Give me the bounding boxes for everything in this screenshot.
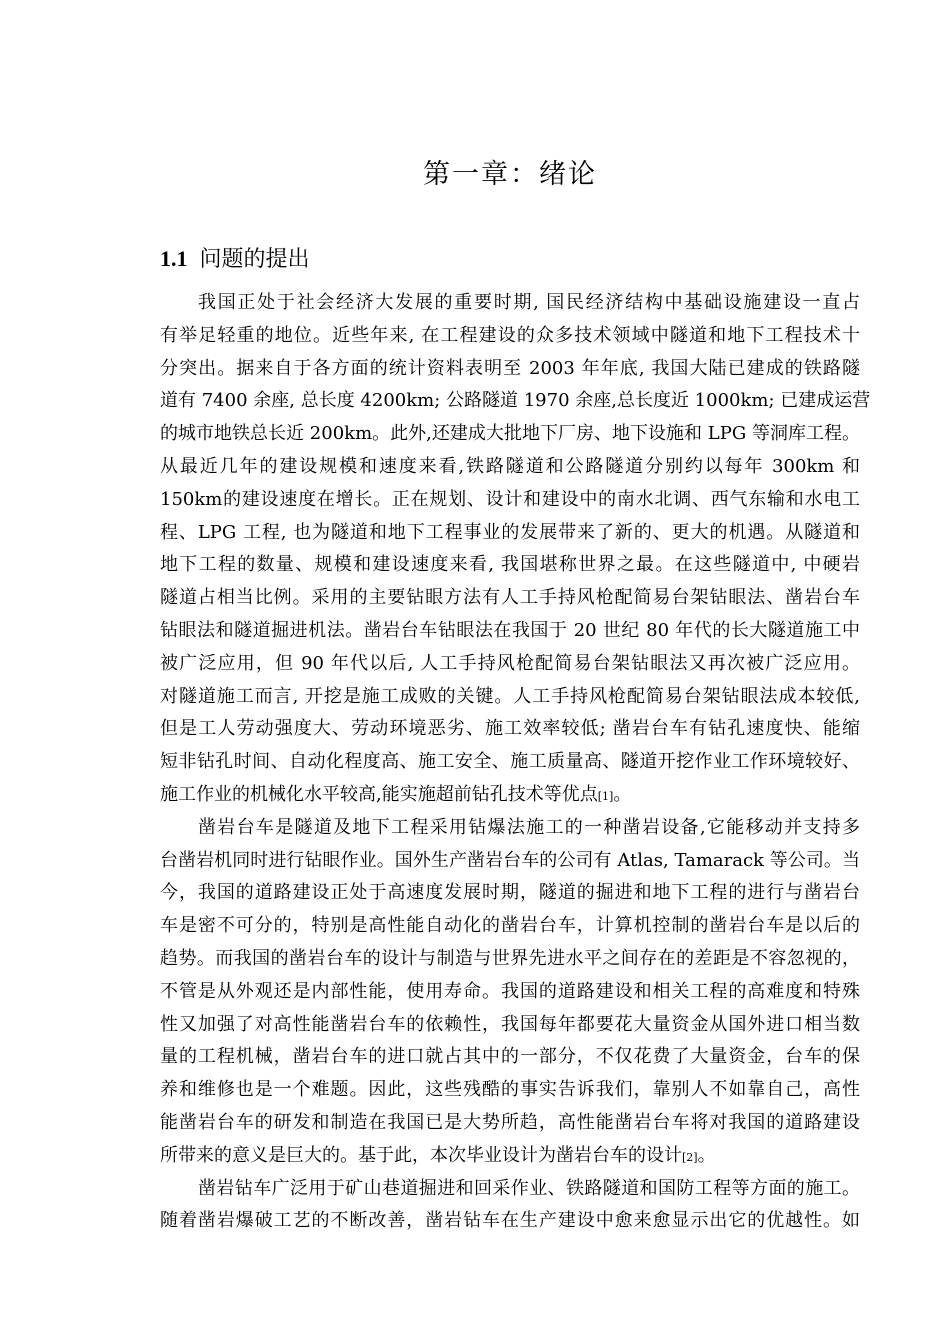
paragraph-line xyxy=(160,812,860,845)
citation-reference: [1] xyxy=(597,789,614,803)
line-text: 趋势。而我国的凿岩台车的设计与制造与世界先进水平之间存在的差距是不容忽视的， xyxy=(160,947,860,969)
paragraph-line xyxy=(160,287,860,320)
chapter-title: 第一章：绪论 xyxy=(423,159,597,190)
line-text: 从最近几年的建设规模和速度来看,铁路隧道和公路隧道分别约以每年 300km 和 xyxy=(160,455,860,477)
paragraph-line xyxy=(160,681,860,714)
paragraph-line xyxy=(160,385,871,418)
line-text: 能凿岩台车的研发和制造在我国已是大势所趋，高性能凿岩台车将对我国的道路建设 xyxy=(160,1111,860,1133)
paragraph xyxy=(160,812,860,1173)
paragraph-line xyxy=(160,943,860,976)
line-text: 施工作业的机械化水平较高,能实施超前钻孔技术等优点 xyxy=(160,783,598,805)
line-text: 所带来的意义是巨大的。基于此，本次毕业设计为凿岩台车的设计 xyxy=(160,1144,682,1166)
line-text: 但是工人劳动强度大、劳动环境恶劣、施工效率较低; 凿岩台车有钻孔速度快、能缩 xyxy=(160,718,860,740)
paragraph-line xyxy=(160,976,860,1009)
paragraph-line xyxy=(160,1107,860,1140)
paragraph-line xyxy=(160,910,860,943)
paragraph-line xyxy=(160,746,860,779)
line-text: 不管是从外观还是内部性能，使用寿命。我国的道路建设和相关工程的高难度和特殊 xyxy=(160,980,860,1002)
paragraph-line xyxy=(160,353,860,386)
line-text: 凿岩钻车广泛用于矿山巷道掘进和回采作业、铁路隧道和国防工程等方面的施工。 xyxy=(198,1177,860,1199)
paragraph-line xyxy=(160,615,860,648)
paragraph-line xyxy=(160,582,860,615)
line-tail: 。 xyxy=(613,783,632,805)
paragraph-line xyxy=(160,845,860,878)
paragraph-line xyxy=(160,1140,860,1173)
paragraph-line xyxy=(160,648,860,681)
paragraph-line xyxy=(160,1041,860,1074)
line-text: 有举足轻重的地位。近些年来, 在工程建设的众多技术领域中隧道和地下工程技术十 xyxy=(160,324,860,346)
paragraph-line xyxy=(160,1173,860,1206)
line-text: 凿岩台车是隧道及地下工程采用钻爆法施工的一种凿岩设备,它能移动并支持多 xyxy=(198,816,860,838)
section-title: 问题的提出 xyxy=(199,247,310,272)
paragraph-line xyxy=(160,713,860,746)
line-text: 对隧道施工而言, 开挖是施工成败的关键。人工手持风枪配简易台架钻眼法成本较低, xyxy=(160,685,860,707)
body-text xyxy=(160,287,871,1238)
paragraph xyxy=(160,287,871,812)
line-text: 隧道占相当比例。采用的主要钻眼方法有人工手持风枪配简易台架钻眼法、凿岩台车 xyxy=(160,587,860,609)
paragraph-line xyxy=(160,484,860,517)
paragraph-line xyxy=(160,779,860,812)
line-text: 台凿岩机同时进行钻眼作业。国外生产凿岩台车的公司有 Atlas, Tamarack 等公司。当 xyxy=(160,849,860,871)
line-text: 150km的建设速度在增长。正在规划、设计和建设中的南水北调、西气东输和水电工 xyxy=(160,488,860,510)
line-text: 我国正处于社会经济大发展的重要时期, 国民经济结构中基础设施建设一直占 xyxy=(198,292,860,313)
line-text: 程、LPG 工程, 也为隧道和地下工程事业的发展带来了新的、更大的机遇。从隧道和 xyxy=(160,521,860,543)
line-text: 的城市地铁总长近 200km。此外,还建成大批地下厂房、地下设施和 LPG 等洞库工程。 xyxy=(160,423,860,445)
line-tail: 。 xyxy=(697,1144,716,1166)
citation-reference: [2] xyxy=(682,1150,698,1164)
paragraph-line xyxy=(160,1009,860,1042)
paragraph-line xyxy=(160,1074,860,1107)
line-text: 车是密不可分的，特别是高性能自动化的凿岩台车，计算机控制的凿岩台车是以后的 xyxy=(160,915,860,937)
line-text: 被广泛应用，但 90 年代以后, 人工手持风枪配简易台架钻眼法又再次被广泛应用。 xyxy=(160,652,860,674)
line-text: 量的工程机械，凿岩台车的进口就占其中的一部分，不仅花费了大量资金，台车的保 xyxy=(160,1046,860,1068)
line-text: 钻眼法和隧道掘进机法。凿岩台车钻眼法在我国于 20 世纪 80 年代的长大隧道施工中 xyxy=(160,619,860,641)
line-text: 分突出。据来自于各方面的统计资料表明至 2003 年年底, 我国大陆已建成的铁路隧 xyxy=(160,357,860,379)
line-text: 性又加强了对高性能凿岩台车的依赖性，我国每年都要花大量资金从国外进口相当数 xyxy=(160,1013,860,1035)
line-text: 短非钻孔时间、自动化程度高、施工安全、施工质量高、隧道开挖作业工作环境较好、 xyxy=(160,751,860,773)
paragraph-line xyxy=(160,451,860,484)
paragraph-line xyxy=(160,517,860,550)
line-text: 今，我国的道路建设正处于高速度发展时期，隧道的掘进和地下工程的进行与凿岩台 xyxy=(160,882,860,904)
line-text: 养和维修也是一个难题。因此，这些残酷的事实告诉我们，靠别人不如靠自己，高性 xyxy=(160,1079,860,1101)
paragraph-line xyxy=(160,877,860,910)
section-number: 1.1 xyxy=(160,246,188,271)
line-text: 随着凿岩爆破工艺的不断改善，凿岩钻车在生产建设中愈来愈显示出它的优越性。如 xyxy=(160,1210,860,1232)
paragraph-line xyxy=(160,418,860,451)
paragraph-line xyxy=(160,549,860,582)
line-text: 地下工程的数量、规模和建设速度来看, 我国堪称世界之最。在这些隧道中, 中硬岩 xyxy=(160,554,860,576)
paragraph-line xyxy=(160,320,860,353)
section-heading xyxy=(160,242,310,273)
line-text: 道有 7400 余座, 总长度 4200km; 公路隧道 1970 余座,总长度近 1000km; 已建成运营 xyxy=(160,390,871,412)
paragraph xyxy=(160,1173,860,1239)
paragraph-line xyxy=(160,1205,860,1238)
